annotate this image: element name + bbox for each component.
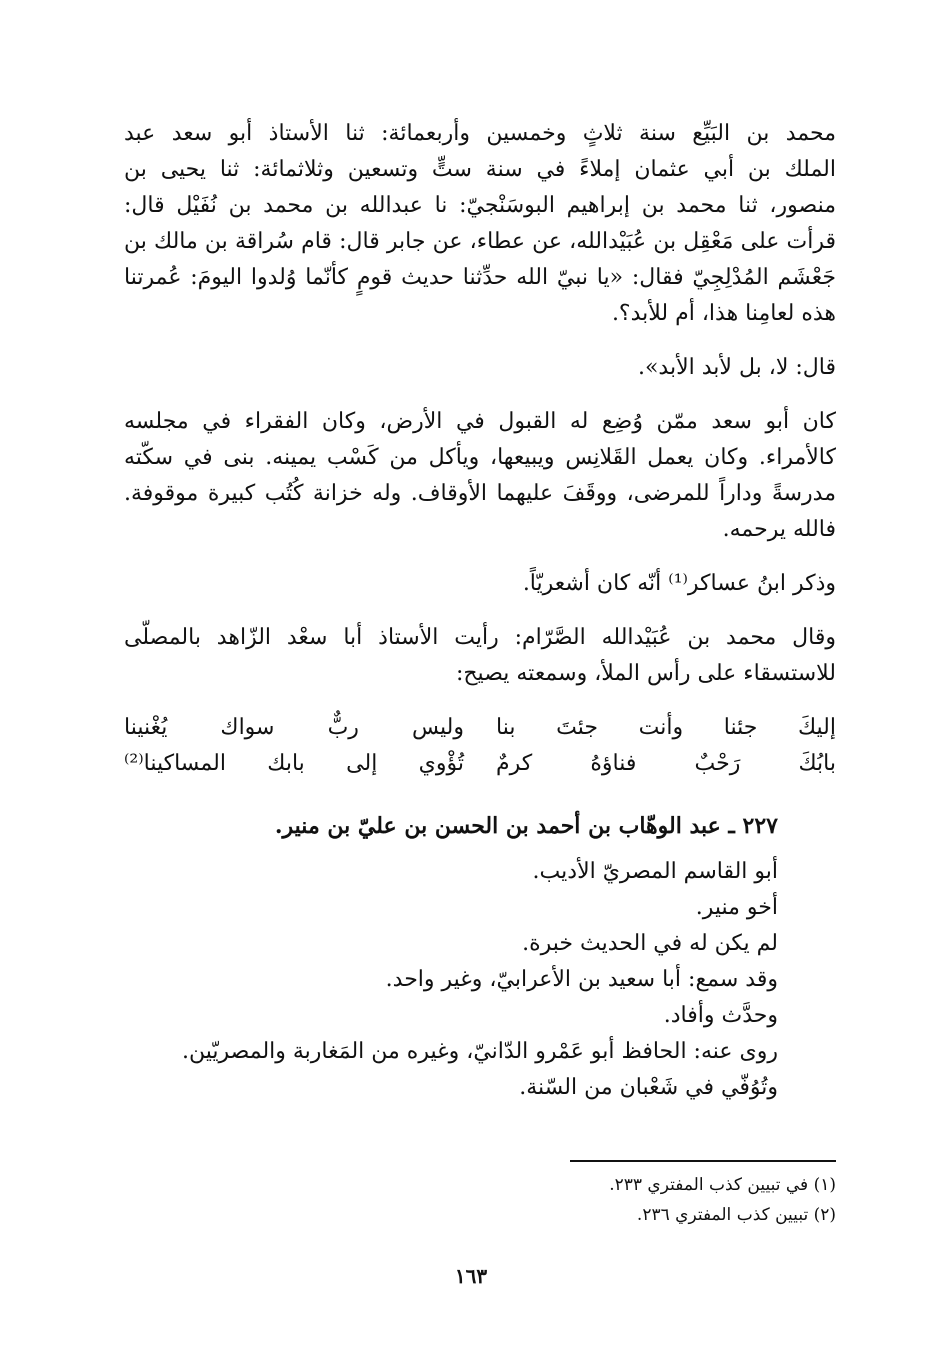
- verse-hemistich-second: تُؤْوي إلى بابك المساكينا⁽²⁾: [124, 751, 464, 776]
- text-line: قرأت على مَعْقِل بن عُبَيْدالله، عن عطاء، عن جابر قال: قام سُراقة بن مالك بن: [124, 229, 836, 254]
- verse-line: [124, 710, 836, 746]
- text-line: منصور، ثنا محمد بن إبراهيم البوسَنْجيّ: نا عبدالله بن محمد بن نُفَيْل قال:: [124, 193, 836, 218]
- text-line: كالأمراء. وكان يعمل القَلانِس ويبيعها، ويأكل من كَسْب يمينه. بنى في سكّته: [124, 445, 836, 470]
- text-line: هذه لعامِنا هذا، أم للأبد؟.: [611, 301, 836, 326]
- text-line: وقال محمد بن عُبَيْدالله الصَّرّام: رأيت الأستاذ أبا سعْد الزّاهد بالمصلّى: [124, 625, 836, 650]
- text-line: وذكر ابنُ عساكر⁽¹⁾ أنّه كان أشعريّاً.: [522, 571, 836, 596]
- text-line: كان أبو سعد ممّن وُضِع له القبول في الأرض، وكان الفقراء في مجلسه: [124, 409, 836, 434]
- text-line: محمد بن البَيِّع سنة ثلاثٍ وخمسين وأربعمائة: ثنا الأستاذ أبو سعد عبد: [124, 121, 836, 146]
- entry-line: وتُوُفّي في شَعْبان من السّنة.: [519, 1075, 778, 1100]
- entry-heading: ٢٢٧ ـ عبد الوهّاب بن أحمد بن الحسن بن عليّ بن منير.: [274, 813, 778, 839]
- footnote: (٢) تبيين كذب المفتري ٢٣٦.: [636, 1205, 836, 1225]
- entry-line: أبو القاسم المصريّ الأديب.: [532, 859, 778, 884]
- verse-hemistich-second: وليس ربٌّ سواك يُغْنينا: [124, 715, 464, 740]
- verse-line: [124, 746, 836, 782]
- text-line: قال: لا، بل لأبد الأبد».: [637, 355, 836, 380]
- text-line: الملك بن أبي عثمان إملاءً في سنة ستٍّ وتسعين وثلاثمائة: ثنا يحيى بن: [124, 157, 836, 182]
- verse-hemistich-first: بابُكَ رَحْبٌ فناؤهُ كرمٌ: [496, 751, 836, 776]
- page-number: ١٦٣: [454, 1264, 488, 1288]
- text-line: فالله يرحمه.: [722, 517, 836, 542]
- entry-line: وحدَّث وأفاد.: [663, 1003, 778, 1028]
- verse-hemistich-first: إليكَ جئنا وأنت جئتَ بنا: [496, 715, 836, 740]
- entry-line: وقد سمع: أبا سعيد بن الأعرابيّ، وغير واحد.: [385, 967, 778, 992]
- footnote-separator: [570, 1160, 836, 1162]
- entry-line: أخو منير.: [695, 895, 778, 920]
- footnote: (١) في تبيين كذب المفتري ٢٣٣.: [609, 1175, 836, 1195]
- text-line: جَعْشَم المُدْلِجِيّ فقال: «يا نبيّ الله حدِّثنا حديث قومٍ كأنّما وُلدوا اليومَ: عُمرتنا: [124, 265, 836, 290]
- entry-line: لم يكن له في الحديث خبرة.: [522, 931, 778, 956]
- text-line: للاستسقاء على رأس الملأ، وسمعته يصيح:: [455, 661, 836, 686]
- entry-line: روى عنه: الحافظ أبو عَمْرو الدّانيّ، وغيره من المَغاربة والمصريّين.: [182, 1039, 778, 1064]
- text-line: مدرسةً وداراً للمرضى، ووقَفَ عليهما الأوقاف. وله خزانة كُتُب كبيرة موقوفة.: [124, 481, 836, 506]
